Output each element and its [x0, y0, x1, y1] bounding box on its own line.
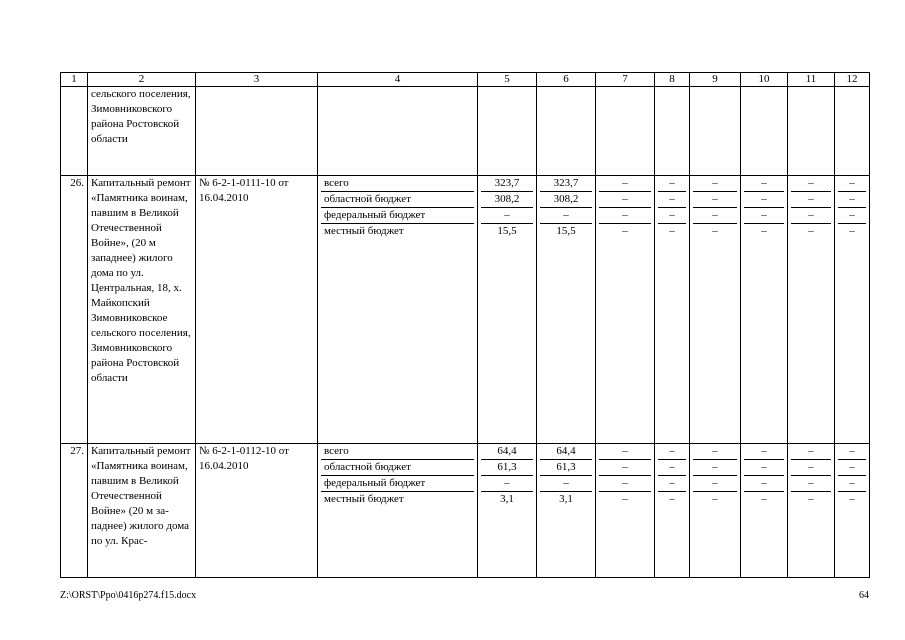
- header-cell: 8: [655, 73, 690, 87]
- value: –: [838, 444, 866, 460]
- col5-cell: [478, 176, 537, 444]
- source-regional: областной бюджет: [321, 460, 474, 476]
- value: –: [622, 225, 628, 237]
- value: –: [693, 444, 737, 460]
- table-row: [61, 444, 870, 578]
- value: –: [791, 476, 831, 492]
- header-cell: 5: [478, 73, 537, 87]
- value: –: [693, 208, 737, 224]
- header-cell: 3: [196, 73, 318, 87]
- value: –: [658, 192, 686, 208]
- value: 308,2: [481, 192, 533, 208]
- value: 323,7: [481, 176, 533, 192]
- source-local: местный бюджет: [324, 225, 404, 237]
- value: 308,2: [540, 192, 592, 208]
- col7-cell: [596, 176, 655, 444]
- value: –: [481, 476, 533, 492]
- value: –: [791, 460, 831, 476]
- value: –: [658, 208, 686, 224]
- value: 323,7: [540, 176, 592, 192]
- source-total: всего: [321, 176, 474, 192]
- value: –: [808, 493, 814, 505]
- value: 61,3: [481, 460, 533, 476]
- col6-cell: [537, 176, 596, 444]
- col9-cell: [690, 176, 741, 444]
- source-regional: областной бюджет: [321, 192, 474, 208]
- value: –: [669, 225, 675, 237]
- col8-cell: [655, 444, 690, 578]
- value: –: [744, 208, 784, 224]
- source-federal: федеральный бюджет: [321, 208, 474, 224]
- source-local: местный бюджет: [324, 493, 404, 505]
- header-cell: 9: [690, 73, 741, 87]
- value: –: [744, 476, 784, 492]
- header-cell: 6: [537, 73, 596, 87]
- header-cell: 11: [788, 73, 835, 87]
- value: –: [658, 176, 686, 192]
- header-cell: 12: [835, 73, 870, 87]
- value: 3,1: [500, 493, 514, 505]
- value: –: [791, 208, 831, 224]
- value: –: [599, 476, 651, 492]
- value: –: [761, 493, 767, 505]
- value: –: [693, 460, 737, 476]
- value: –: [599, 460, 651, 476]
- value: –: [791, 444, 831, 460]
- object-name: Капитальный ремонт «Памятника воинам, павшим в Великой Отечественной Войне», (20 м западнее) жилого дома по ул. Центральная, 18, х. Майкопский Зимовниковское сельского поселения, Зимовниковского района Ростовской области: [88, 176, 196, 444]
- value: 64,4: [481, 444, 533, 460]
- value: –: [658, 444, 686, 460]
- value: –: [540, 476, 592, 492]
- value: –: [838, 476, 866, 492]
- value: –: [712, 225, 718, 237]
- header-row: [61, 73, 870, 87]
- value: –: [744, 460, 784, 476]
- value: –: [599, 208, 651, 224]
- value: –: [669, 493, 675, 505]
- budget-table: [60, 72, 870, 578]
- object-name: сельского поселения, Зимовниковского района Ростовской области: [88, 87, 196, 176]
- value: –: [658, 460, 686, 476]
- col8-cell: [655, 176, 690, 444]
- table-row: [61, 87, 870, 176]
- col7-cell: [596, 444, 655, 578]
- row-number: [61, 87, 88, 176]
- header-cell: 4: [318, 73, 478, 87]
- col6-cell: [537, 444, 596, 578]
- value: –: [838, 460, 866, 476]
- object-name: Капитальный ремонт «Памятника воинам, павшим в Великой Отечественной Войне» (20 м за-паднее) жилого дома по ул. Крас-: [88, 444, 196, 578]
- source-federal: федеральный бюджет: [321, 476, 474, 492]
- file-path: Z:\ORST\Ppo\0416p274.f15.docx: [60, 590, 197, 601]
- value: –: [712, 493, 718, 505]
- value: –: [540, 208, 592, 224]
- value: –: [599, 192, 651, 208]
- value: –: [744, 176, 784, 192]
- value: 3,1: [559, 493, 573, 505]
- value: –: [849, 225, 855, 237]
- value: –: [693, 476, 737, 492]
- col10-cell: [741, 176, 788, 444]
- document-cell: № 6-2-1-0112-10 от 16.04.2010: [196, 444, 318, 578]
- value: –: [693, 176, 737, 192]
- value: –: [599, 444, 651, 460]
- source-total: всего: [321, 444, 474, 460]
- col10-cell: [741, 444, 788, 578]
- row-number: 26.: [61, 176, 88, 444]
- value: –: [599, 176, 651, 192]
- value: –: [791, 176, 831, 192]
- row-number: 27.: [61, 444, 88, 578]
- header-cell: 10: [741, 73, 788, 87]
- value: –: [791, 192, 831, 208]
- value: –: [622, 493, 628, 505]
- value: –: [849, 493, 855, 505]
- value: –: [693, 192, 737, 208]
- table-row: [61, 176, 870, 444]
- value: –: [744, 192, 784, 208]
- source-cell: [318, 87, 478, 176]
- header-cell: 1: [61, 73, 88, 87]
- value: 15,5: [497, 225, 517, 237]
- header-cell: 7: [596, 73, 655, 87]
- col12-cell: [835, 444, 870, 578]
- col5-cell: [478, 444, 537, 578]
- source-cell: [318, 176, 478, 444]
- value: 61,3: [540, 460, 592, 476]
- value: –: [658, 476, 686, 492]
- value: –: [761, 225, 767, 237]
- value: –: [481, 208, 533, 224]
- value: –: [744, 444, 784, 460]
- header-cell: 2: [88, 73, 196, 87]
- col11-cell: [788, 444, 835, 578]
- value: 64,4: [540, 444, 592, 460]
- col12-cell: [835, 176, 870, 444]
- page-number: 64: [859, 590, 869, 601]
- value: 15,5: [556, 225, 576, 237]
- col9-cell: [690, 444, 741, 578]
- value: –: [838, 208, 866, 224]
- document-cell: № 6-2-1-0111-10 от 16.04.2010: [196, 176, 318, 444]
- value: –: [838, 192, 866, 208]
- col11-cell: [788, 176, 835, 444]
- value: –: [808, 225, 814, 237]
- source-cell: [318, 444, 478, 578]
- value: –: [838, 176, 866, 192]
- document-cell: [196, 87, 318, 176]
